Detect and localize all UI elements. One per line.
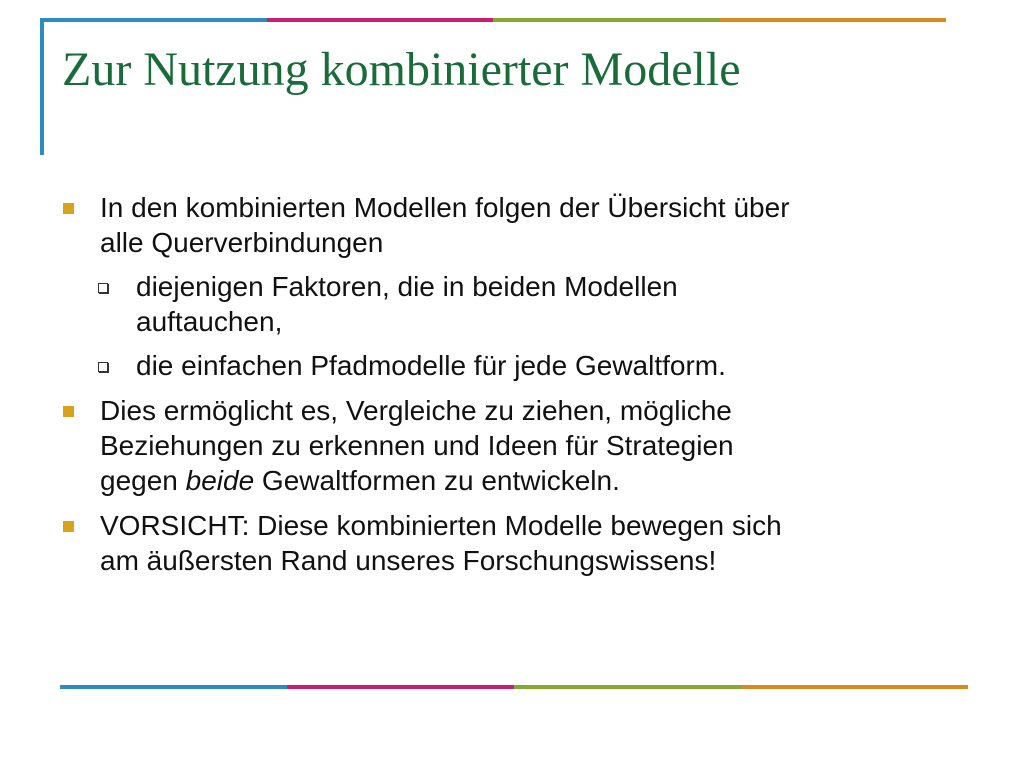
bullet-2-line-1: Dies ermöglicht es, Vergleiche zu ziehen, mögliche (100, 395, 732, 426)
bar-segment-magenta (267, 18, 494, 22)
bar-segment-green (493, 18, 720, 22)
filled-square-bullet-icon (63, 521, 74, 532)
bullet-list (62, 190, 962, 578)
sub-bullet-2-line-1: die einfachen Pfadmodelle für jede Gewaltform. (136, 350, 726, 381)
bullet-2-line-3 (100, 463, 962, 498)
bar-segment-orange (720, 18, 947, 22)
bar-segment-orange (741, 685, 968, 689)
bar-segment-blue (40, 18, 267, 22)
bar-segment-green (514, 685, 741, 689)
slide-title: Zur Nutzung kombinierter Modelle (62, 43, 741, 96)
sub-bullet-1-line-2: auftauchen, (136, 306, 283, 337)
bullet-2-emphasis: beide (185, 465, 255, 496)
sub-bullet-item-2 (62, 348, 962, 383)
bullet-2-line-3-after: Gewaltformen zu entwickeln. (254, 465, 620, 496)
bar-segment-magenta (287, 685, 514, 689)
top-color-bar (40, 18, 946, 22)
sub-bullet-1-line-1: diejenigen Faktoren, die in beiden Modellen (136, 271, 678, 302)
bullet-3-line-1: VORSICHT: Diese kombinierten Modelle bewegen sich (100, 510, 782, 541)
bullet-3-line-2: am äußersten Rand unseres Forschungswissens! (100, 545, 717, 576)
bar-segment-blue (60, 685, 287, 689)
bottom-color-bar (60, 685, 968, 689)
sub-bullet-item-1 (62, 269, 962, 339)
bullet-item-1 (62, 190, 962, 260)
bullet-item-3 (62, 508, 962, 578)
title-accent-line (40, 18, 44, 155)
hollow-square-bullet-icon (98, 362, 108, 372)
bullet-1-line-1: In den kombinierten Modellen folgen der Übersicht über (100, 192, 790, 223)
bullet-item-2 (62, 393, 962, 498)
filled-square-bullet-icon (63, 406, 74, 417)
hollow-square-bullet-icon (98, 283, 108, 293)
bullet-2-line-3-before: gegen (100, 465, 186, 496)
bullet-2-line-2: Beziehungen zu erkennen und Ideen für Strategien (100, 430, 734, 461)
filled-square-bullet-icon (63, 203, 74, 214)
bullet-1-line-2: alle Querverbindungen (100, 227, 384, 258)
